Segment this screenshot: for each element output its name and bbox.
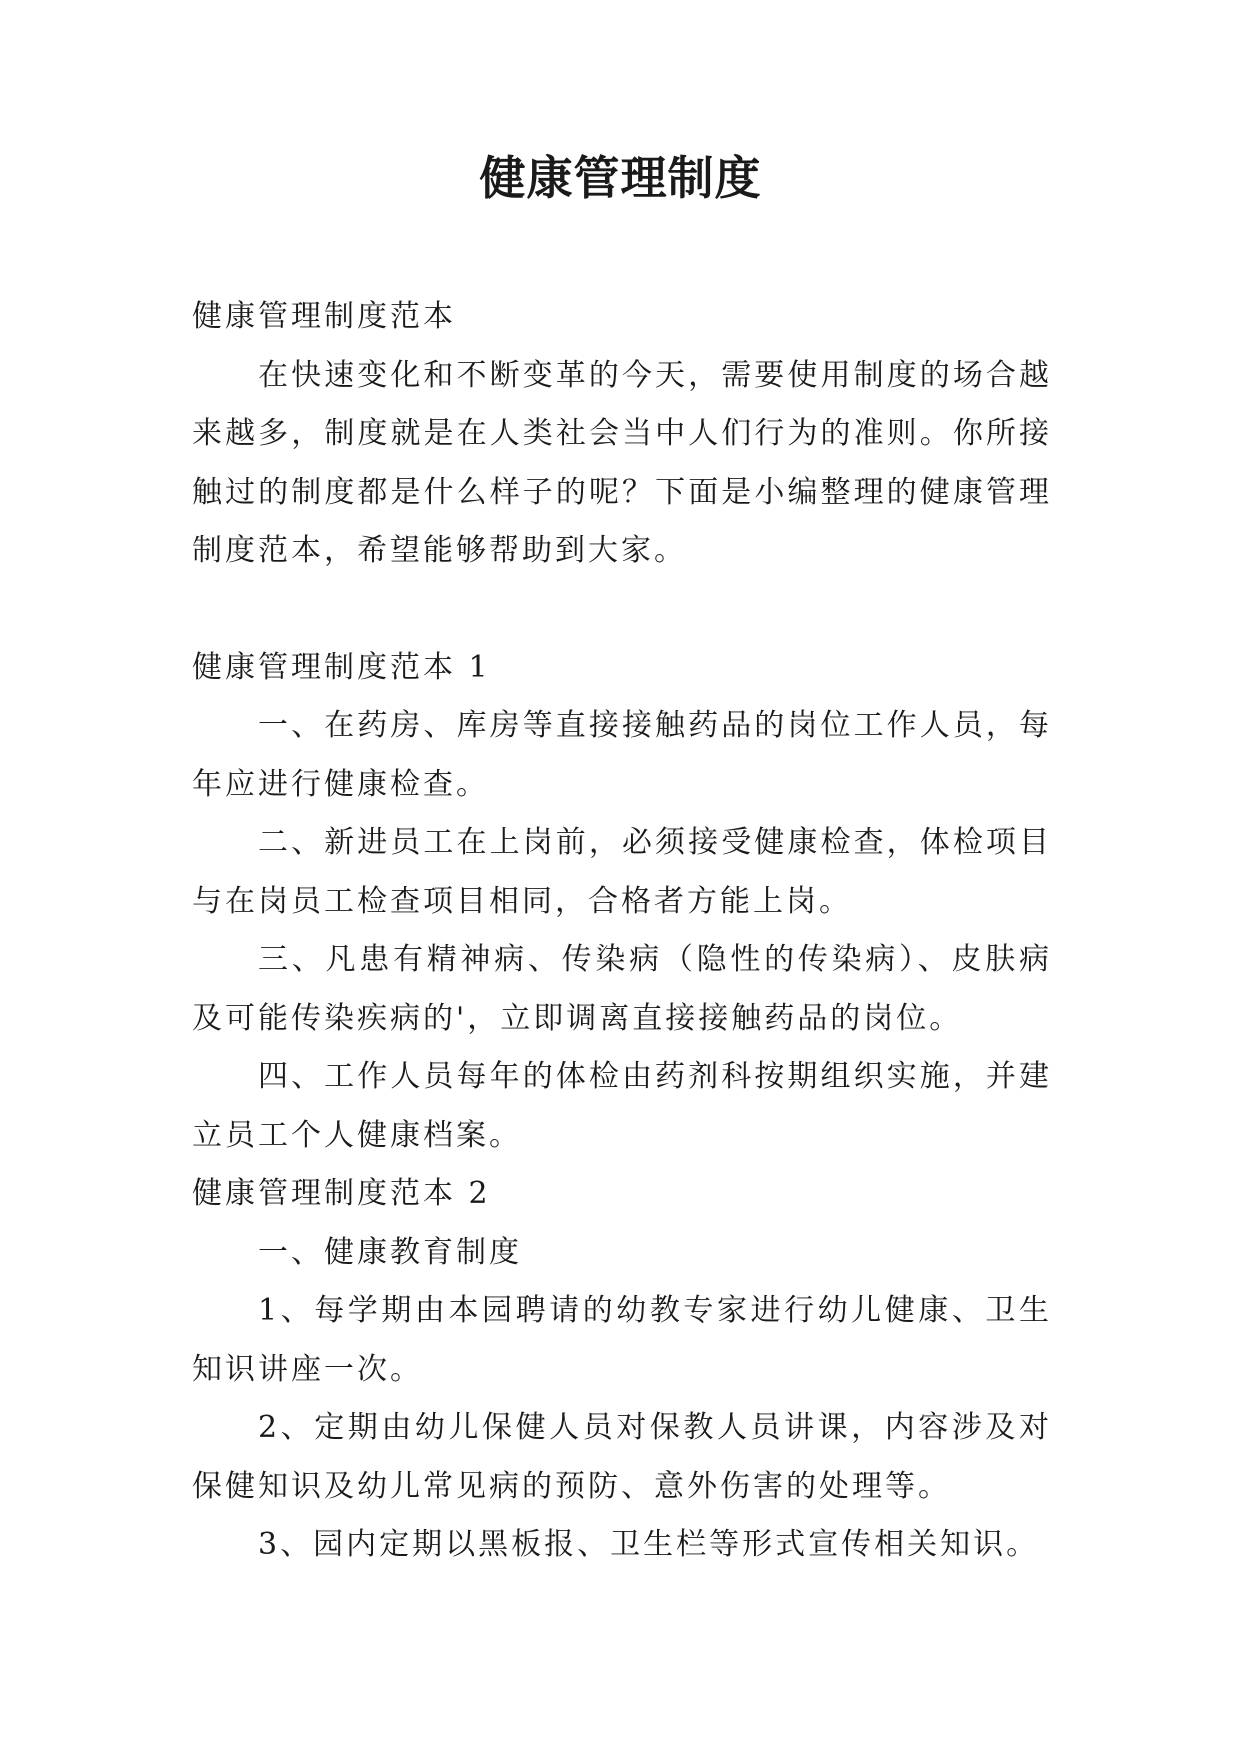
section2-item: 3、园内定期以黑板报、卫生栏等形式宣传相关知识。	[258, 1527, 1040, 1562]
section2-item: 2、定期由幼儿保健人员对保教人员讲课，内容涉及对保健知识及幼儿常见病的预防、意外伤害的处理等。	[192, 1410, 1052, 1504]
section2-heading: 健康管理制度范本 2	[192, 1176, 491, 1211]
section1-heading: 健康管理制度范本 1	[192, 649, 491, 685]
section2-subheading: 一、健康教育制度	[258, 1234, 522, 1270]
section1-item: 二、新进员工在上岗前，必须接受健康检查，体检项目与在岗员工检查项目相同，合格者方能上岗。	[192, 825, 1052, 919]
section1-item: 三、凡患有精神病、传染病（隐性的传染病）、皮肤病及可能传染疾病的'，立即调离直接接触药品的岗位。	[192, 942, 1052, 1036]
section1-item: 一、在药房、库房等直接接触药品的岗位工作人员，每年应进行健康检查。	[192, 708, 1052, 802]
intro-paragraph: 在快速变化和不断变革的今天，需要使用制度的场合越来越多，制度就是在人类社会当中人们行为的准则。你所接触过的制度都是什么样子的呢？下面是小编整理的健康管理制度范本，希望能够帮助到大家。	[192, 357, 1052, 568]
main-heading: 健康管理制度范本	[192, 299, 456, 334]
document-body	[192, 288, 1052, 1575]
section2-item: 1、每学期由本园聘请的幼教专家进行幼儿健康、卫生知识讲座一次。	[192, 1293, 1052, 1387]
section1-item: 四、工作人员每年的体检由药剂科按期组织实施，并建立员工个人健康档案。	[192, 1059, 1052, 1153]
page-title: 健康管理制度	[479, 151, 762, 205]
spacer	[192, 581, 1052, 639]
